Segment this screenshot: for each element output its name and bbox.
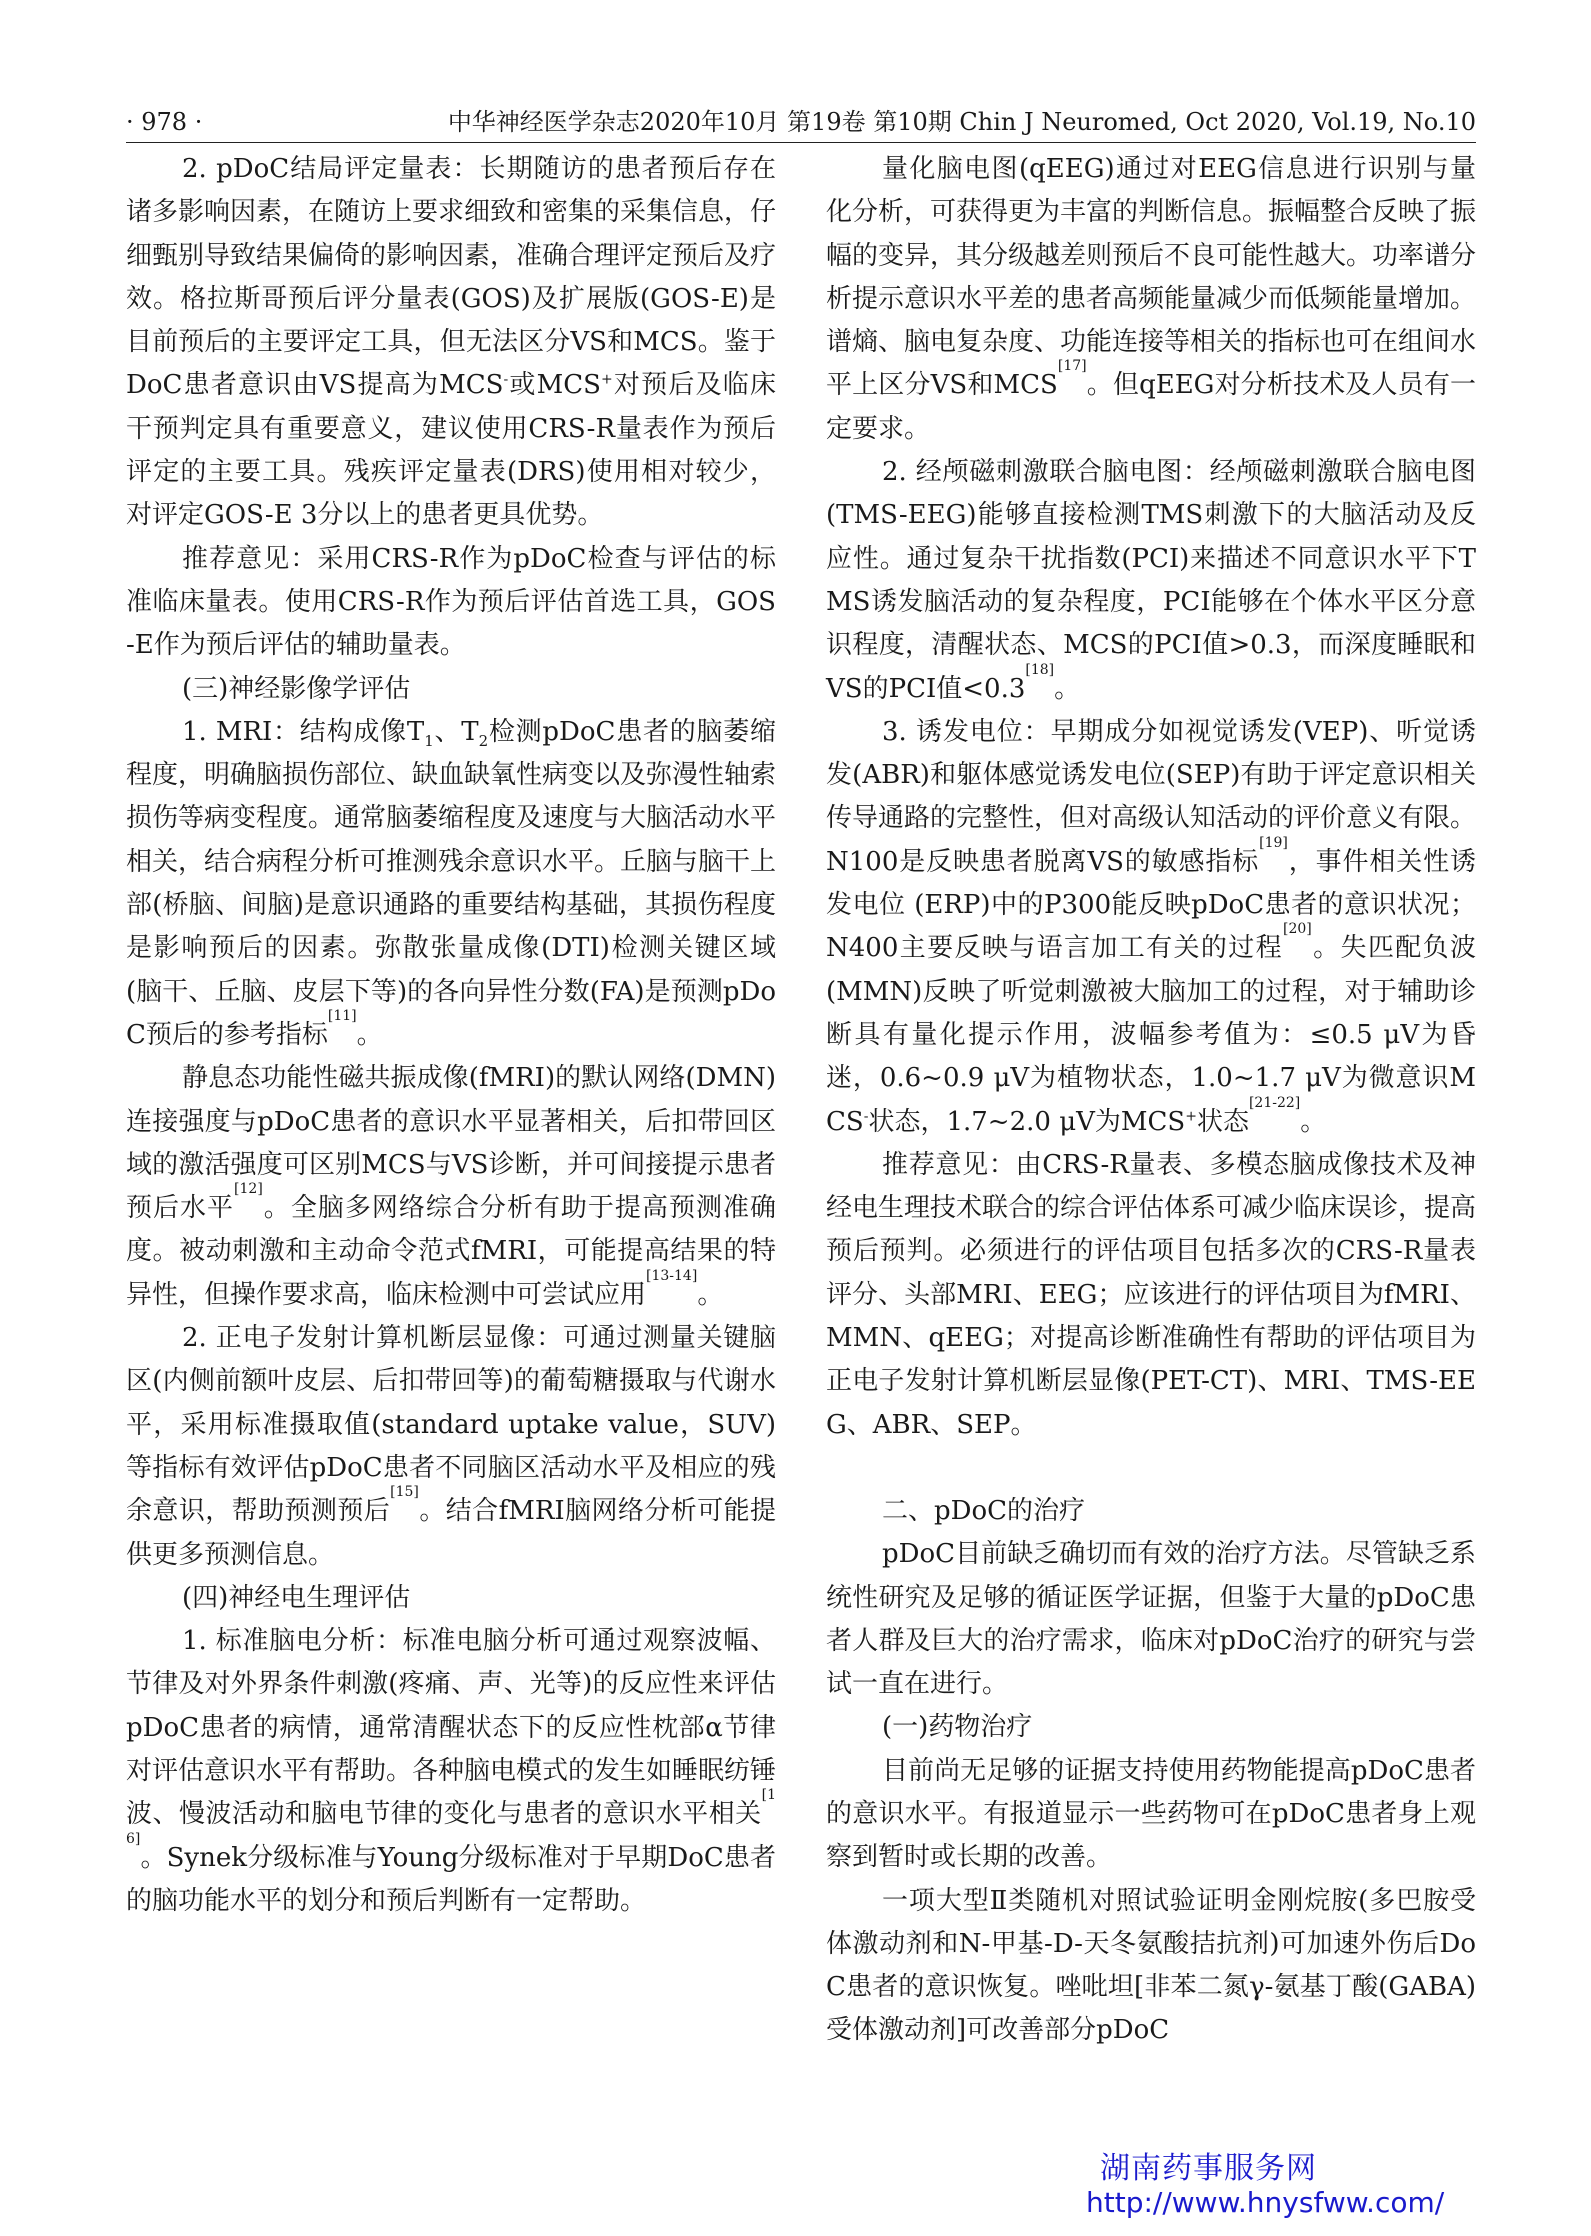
paragraph-fmri: 静息态功能性磁共振成像(fMRI)的默认网络(DMN)连接强度与pDoC患者的意识水平显著相关，后扣带回区域的激活强度可区别MCS与VS诊断，并可间接提示患者预后水平[12]。全脑多网络综合分析有助于提高预测准确度。被动刺激和主动命令范式fMRI，可能提高结果的特异性，但操作要求高，临床检测中可尝试应用[13-14]。 — [126, 1063, 776, 1310]
watermark-site-name: 湖南药事服务网 — [1100, 2151, 1317, 2186]
paragraph-amantadine: 一项大型Ⅱ类随机对照试验证明金刚烷胺(多巴胺受体激动剂和N-甲基-D-天冬氨酸拮抗剂)可加速外伤后DoC患者的意识恢复。唑吡坦[非苯二氮γ-氨基丁酸(GABA)受体激动剂]可改善部分pDoC — [826, 1885, 1476, 2046]
citation-ref: [20] — [1282, 921, 1312, 938]
paragraph-tms-eeg: 2. 经颅磁刺激联合脑电图：经颅磁刺激联合脑电图(TMS-EEG)能够直接检测TMS刺激下的大脑活动及反应性。通过复杂干扰指数(PCI)来描述不同意识水平下TMS诱发脑活动的复杂程度，PCI能够在个体水平区分意识程度，清醒状态、MCS的PCI值>0.3，而深度睡眠和VS的PCI值<0.3[18]。 — [826, 457, 1476, 704]
running-header — [126, 108, 1476, 143]
right-column — [826, 148, 1476, 2053]
citation-ref: [13-14] — [646, 1267, 698, 1284]
paragraph-qeeg: 量化脑电图(qEEG)通过对EEG信息进行识别与量化分析，可获得更为丰富的判断信息。振幅整合反映了振幅的变异，其分级越差则预后不良可能性越大。功率谱分析提示意识水平差的患者高频能量减少而低频能量增加。谱熵、脑电复杂度、功能连接等相关的指标也可在组间水平上区分VS和MCS[17]。但qEEG对分析技术及人员有一定要求。 — [826, 154, 1477, 444]
paragraph-pet: 2. 正电子发射计算机断层显像：可通过测量关键脑区(内侧前额叶皮层、后扣带回等)的葡萄糖摄取与代谢水平，采用标准摄取值(standard uptake value，SUV)等指标有效评估pDoC患者不同脑区活动水平及相应的残余意识，帮助预测预后[15]。结合fMRI脑网络分析可能提供更多预测信息。 — [126, 1323, 776, 1570]
citation-ref: [18] — [1025, 661, 1055, 678]
section-heading-neuroimaging: (三)神经影像学评估 — [182, 673, 411, 704]
citation-ref: [11] — [327, 1007, 357, 1024]
paragraph-gos-scales: 2. pDoC结局评定量表：长期随访的患者预后存在诸多影响因素，在随访上要求细致和密集的采集信息，仔细甄别导致结果偏倚的影响因素，准确合理评定预后及疗效。格拉斯哥预后评分量表(GOS)及扩展版(GOS-E)是目前预后的主要评定工具，但无法区分VS和MCS。鉴于DoC患者意识由VS提高为MCS-或MCS+对预后及临床干预判定具有重要意义，建议使用CRS-R量表作为预后评定的主要工具。残疾评定量表(DRS)使用相对较少，对评定GOS-E 3分以上的患者更具优势。 — [126, 154, 777, 531]
paragraph-recommendation-1: 推荐意见：采用CRS-R作为pDoC检查与评估的标准临床量表。使用CRS-R作为预后评估首选工具，GOS-E作为预后评估的辅助量表。 — [126, 543, 776, 661]
citation-ref: [17] — [1057, 358, 1087, 375]
citation-ref: [21-22] — [1248, 1094, 1301, 1111]
paragraph-eeg: 1. 标准脑电分析：标准电脑分析可通过观察波幅、节律及对外界条件刺激(疼痛、声、光等)的反应性来评估pDoC患者的病情，通常清醒状态下的反应性枕部α节律对评估意识水平有帮助。各种脑电模式的发生如睡眠纺锤波、慢波活动和脑电节律的变化与患者的意识水平相关[16]。Synek分级标准与Young分级标准对于早期DoC患者的脑功能水平的划分和预后判断有一定帮助。 — [126, 1626, 777, 1916]
watermark-url: http://www.hnysfww.com/ — [1086, 2186, 1445, 2219]
page-number: · 978 · — [126, 108, 203, 136]
paragraph-treatment-intro: pDoC目前缺乏确切而有效的治疗方法。尽管缺乏系统性研究及足够的循证医学证据，但鉴于大量的pDoC患者人群及巨大的治疗需求，临床对pDoC治疗的研究与尝试一直在进行。 — [826, 1539, 1476, 1700]
paragraph-mri: 1. MRI：结构成像$T_1$、$T_2$检测pDoC患者的脑萎缩程度，明确脑损伤部位、缺血缺氧性病变以及弥漫性轴索损伤等病变程度。通常脑萎缩程度及速度与大脑活动水平相关，结合病程分析可推测残余意识水平。丘脑与脑干上部(桥脑、间脑)是意识通路的重要结构基础，其损伤程度是影响预后的因素。弥散张量成像(DTI)检测关键区域(脑干、丘脑、皮层下等)的各向异性分数(FA)是预测pDoC预后的参考指标[11]。 — [126, 716, 777, 1050]
citation-ref: [12] — [234, 1181, 263, 1198]
paragraph-recommendation-2: 推荐意见：由CRS-R量表、多模态脑成像技术及神经电生理技术联合的综合评估体系可减少临床误诊，提高预后预判。必须进行的评估项目包括多次的CRS-R量表评分、头部MRI、EEG；应该进行的评估项目为fMRI、MMN、qEEG；对提高诊断准确性有帮助的评估项目为正电子发射计算机断层显像(PET-CT)、MRI、TMS-EEG、ABR、SEP。 — [826, 1149, 1477, 1440]
paragraph-drug-evidence: 目前尚无足够的证据支持使用药物能提高pDoC患者的意识水平。有报道显示一些药物可在pDoC患者身上观察到暂时或长期的改善。 — [826, 1755, 1476, 1873]
journal-citation: 中华神经医学杂志2020年10月 第19卷 第10期 Chin J Neuromed, Oct 2020, Vol.19, No.10 — [447, 108, 1476, 136]
section-heading-electrophysiology: (四)神经电生理评估 — [182, 1582, 411, 1613]
citation-ref: [16] — [126, 1787, 776, 1847]
paragraph-evoked-potentials: 3. 诱发电位：早期成分如视觉诱发(VEP)、听觉诱发(ABR)和躯体感觉诱发电位(SEP)有助于评定意识相关传导通路的完整性，但对高级认知活动的评价意义有限。N100是反映患者脱离VS的敏感指标[19]，事件相关性诱发电位 (ERP)中的P300能反映pDoC患者的意识状况；N400主要反映与语言加工有关的过程[20]。失匹配负波(MMN)反映了听觉刺激被大脑加工的过程，对于辅助诊断具有量化提示作用，波幅参考值为：≤0.5 μV为昏迷，0.6~0.9 μV为植物状态，1.0~1.7 μV为微意识MCS-状态，1.7~2.0 μV为MCS+状态[21-22]。 — [826, 716, 1477, 1137]
section-heading-treatment: 二、pDoC的治疗 — [882, 1495, 1086, 1526]
section-heading-drug-therapy: (一)药物治疗 — [882, 1712, 1033, 1743]
left-column — [126, 148, 776, 1923]
citation-ref: [15] — [390, 1484, 419, 1501]
citation-ref: [19] — [1259, 834, 1288, 851]
